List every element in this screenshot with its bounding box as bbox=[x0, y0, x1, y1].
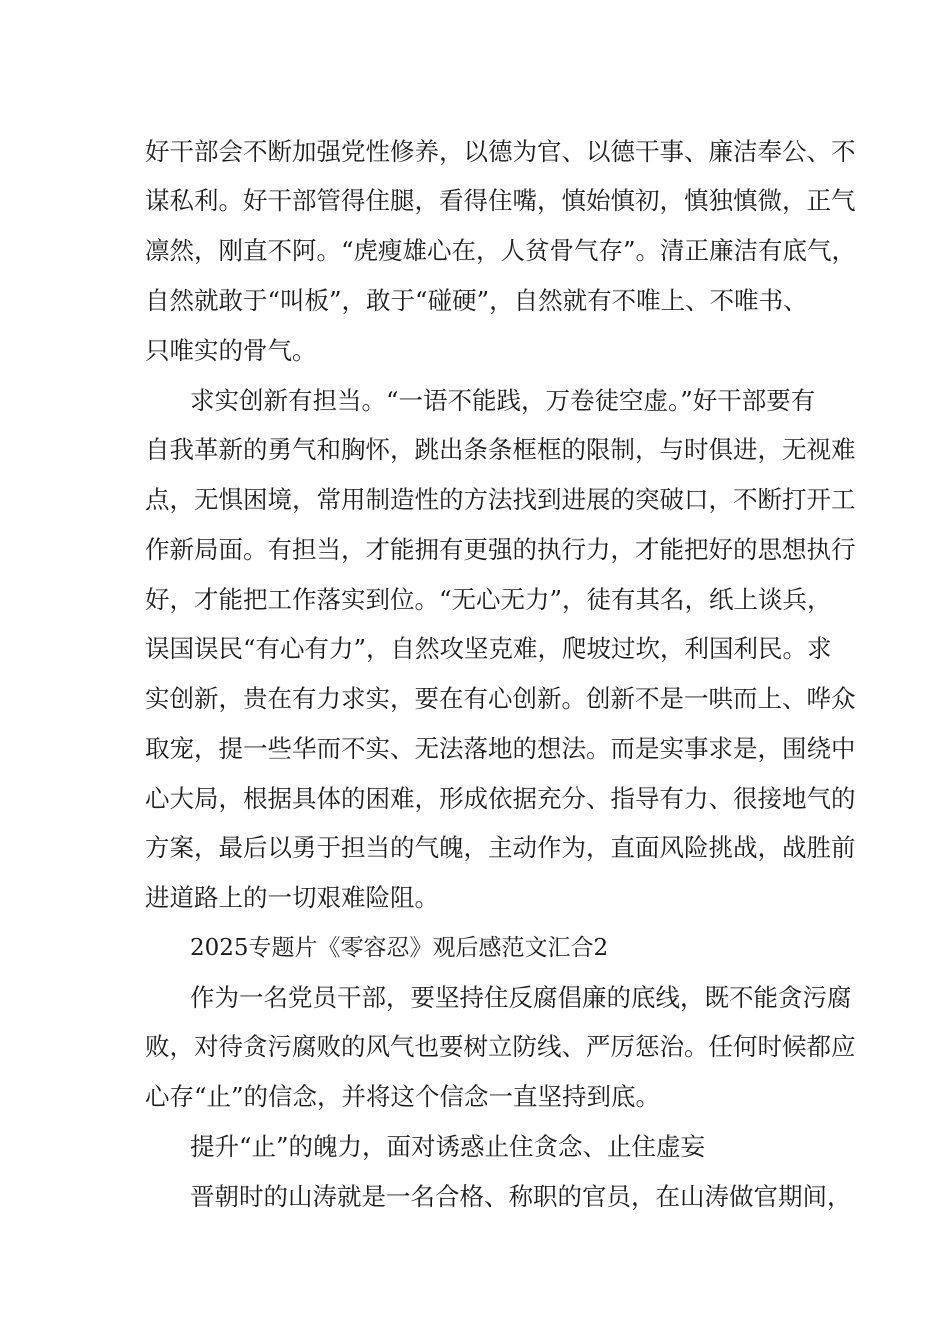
text-line: 点，无惧困境，常用制造性的方法找到进展的突破口，不断打开工 bbox=[145, 485, 856, 514]
section-heading: 2025专题片《零容忍》观后感范文汇合2 bbox=[190, 935, 609, 961]
text-line: 自然就敢于“叫板”，敢于“碰硬”，自然就有不唯上、不唯书、 bbox=[145, 286, 808, 315]
paragraph-start-line: 晋朝时的山涛就是一名合格、称职的官员，在山涛做官期间， bbox=[190, 1182, 852, 1211]
text-line: 败，对待贪污腐败的风气也要树立防线、严厉惩治。任何时候都应 bbox=[145, 1032, 856, 1061]
text-line: 自我革新的勇气和胸怀，跳出条条框框的限制，与时俱进，无视难 bbox=[145, 435, 856, 464]
text-line: 方案，最后以勇于担当的气魄，主动作为，直面风险挑战，战胜前 bbox=[145, 833, 856, 862]
text-line: 好，才能把工作落实到位。“无心无力”，徒有其名，纸上谈兵， bbox=[145, 585, 832, 614]
text-line: 实创新，贵在有力求实，要在有心创新。创新不是一哄而上、哗众 bbox=[145, 684, 856, 713]
text-line: 好干部会不断加强党性修养，以德为官、以德干事、廉洁奉公、不 bbox=[145, 137, 856, 166]
text-line: 心存“止”的信念，并将这个信念一直坚持到底。 bbox=[145, 1082, 661, 1111]
text-line: 心大局，根据具体的困难，形成依据充分、指导有力、很接地气的 bbox=[145, 784, 856, 813]
text-line: 进道路上的一切艰难险阻。 bbox=[145, 883, 439, 912]
text-line: 谋私利。好干部管得住腿，看得住嘴，慎始慎初，慎独慎微，正气 bbox=[145, 186, 856, 215]
text-line: 误国误民“有心有力”，自然攻坚克难，爬坡过坎，利国利民。求 bbox=[145, 634, 832, 663]
text-line: 取宠，提一些华而不实、无法落地的想法。而是实事求是，围绕中 bbox=[145, 734, 856, 763]
text-line: 凛然，刚直不阿。“虎瘦雄心在，人贫骨气存”。清正廉洁有底气， bbox=[145, 236, 857, 265]
text-line: 只唯实的骨气。 bbox=[145, 336, 317, 365]
text-line: 作新局面。有担当，才能拥有更强的执行力，才能把好的思想执行 bbox=[145, 535, 856, 564]
subheading-line: 提升“止”的魄力，面对诱惑止住贪念、止住虚妄 bbox=[190, 1132, 706, 1161]
paragraph-start-line: 求实创新有担当。“一语不能践，万卷徒空虚。”好干部要有 bbox=[190, 386, 816, 415]
paragraph-start-line: 作为一名党员干部，要坚持住反腐倡廉的底线，既不能贪污腐 bbox=[190, 983, 852, 1012]
